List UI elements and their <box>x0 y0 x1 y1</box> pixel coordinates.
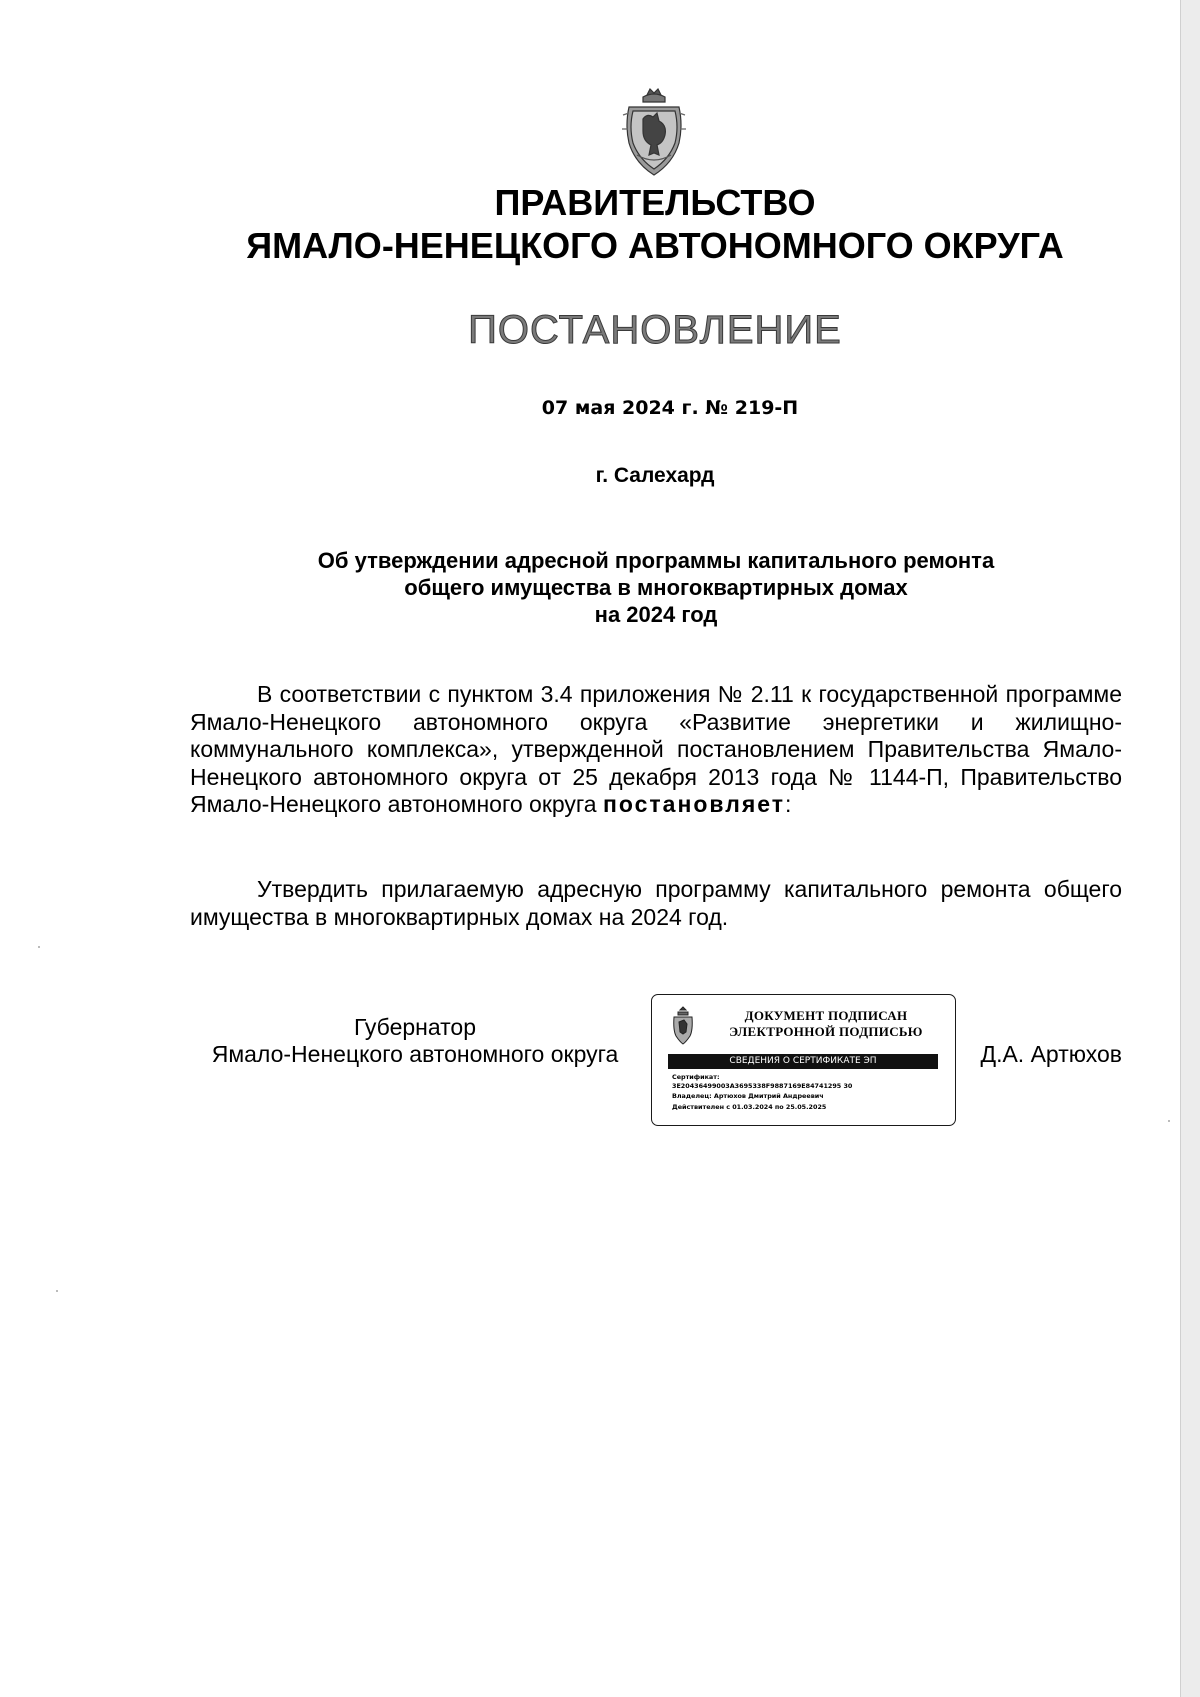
document-subject <box>190 547 1122 628</box>
document-type-title: ПОСТАНОВЛЕНИЕ <box>468 308 842 352</box>
stamp-emblem-icon <box>670 1006 696 1046</box>
coat-of-arms-icon <box>617 85 691 179</box>
subject-line3: на 2024 год <box>594 602 718 627</box>
electronic-signature-stamp <box>651 994 956 1126</box>
scan-speck <box>1168 1120 1170 1122</box>
stamp-title <box>710 1008 942 1040</box>
document-date-number: 07 мая 2024 г. № 219-П <box>541 397 799 419</box>
stamp-certificate-number: 3E20436499003A3695338F9887169E84741295 30 <box>672 1082 853 1090</box>
stamp-certificate-label: Сертификат: <box>672 1073 720 1081</box>
document-city: г. Салехард <box>595 464 715 487</box>
paragraph1-end: : <box>785 791 792 818</box>
body-paragraph-2: Утвердить прилагаемую адресную программу капитального ремонта общего имущества в многоквартирных домах на 2024 год. <box>190 876 1122 930</box>
signatory-position <box>190 1014 640 1068</box>
stamp-title-line1: ДОКУМЕНТ ПОДПИСАН <box>744 1008 908 1023</box>
scan-speck <box>56 1290 58 1292</box>
government-title-line1: ПРАВИТЕЛЬСТВО <box>494 182 816 223</box>
subject-line2: общего имущества в многоквартирных домах <box>404 575 908 600</box>
scan-speck <box>38 946 40 948</box>
stamp-certificate-bar: СВЕДЕНИЯ О СЕРТИФИКАТЕ ЭП <box>668 1054 938 1069</box>
stamp-title-line2: ЭЛЕКТРОННОЙ ПОДПИСЬЮ <box>729 1024 923 1039</box>
stamp-validity: Действителен с 01.03.2024 по 25.05.2025 <box>672 1103 827 1111</box>
government-title-line2: ЯМАЛО-НЕНЕЦКОГО АВТОНОМНОГО ОКРУГА <box>246 225 1064 266</box>
paragraph1-text: В соответствии с пунктом 3.4 приложения № 2.11 к государственной программе Ямало-Ненецкого автономного округа «Развитие энергетики и жилищно-коммунального комплекса», утвержденной постановлением Правительства Ямало-Ненецкого автономного округа от 25 декабря 2013 года № 1144-П, Правительство Ямало-Ненецкого автономного округа <box>190 681 1122 818</box>
decree-keyword: постановляет <box>602 791 786 818</box>
signatory-name: Д.А. Артюхов <box>980 1041 1122 1067</box>
stamp-owner: Владелец: Артюхов Дмитрий Андреевич <box>672 1092 824 1100</box>
signatory-position-line1: Губернатор <box>353 1014 477 1040</box>
subject-line1: Об утверждении адресной программы капитального ремонта <box>317 548 995 573</box>
signatory-position-line2: Ямало-Ненецкого автономного округа <box>211 1041 619 1067</box>
body-paragraph-1 <box>190 681 1122 819</box>
